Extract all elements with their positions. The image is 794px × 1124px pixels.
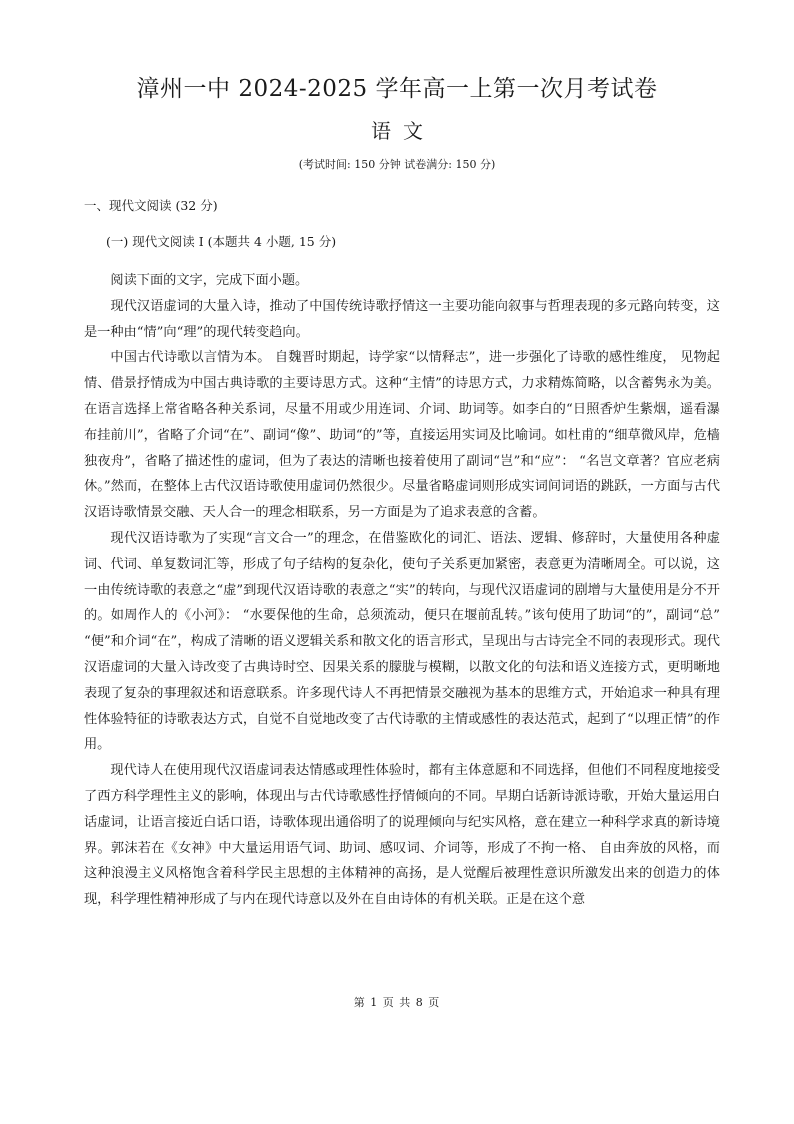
passage-paragraph-3: 现代汉语诗歌为了实现“言文合一”的理念，在借鉴欧化的词汇、语法、逻辑、修辞时，大量使用各种虚词、代词、单复数词汇等，形成了句子结构的复杂化，使句子关系更加紧密，表意更为清晰周全。可以说，这一由传统诗歌的表意之“虚”到现代汉语诗歌的表意之“实”的转向，与现代汉语虚词的剧增与大量使用是分不开的。如周作人的《小河》： “水要保他的生命，总须流动，便只在堰前乱转。”该句使用了助词“的”，副词“总” “便”和介词“在”，构成了清晰的语义逻辑关系和散文化的语言形式，呈现出与古诗完全不同的表现形式。现代汉语虚词的大量入诗改变了古典诗时空、因果关系的朦胧与模糊，以散文化的句法和语义连接方式，更明晰地表现了复杂的事理叙述和语意联系。许多现代诗人不再把情景交融视为基本的思维方式，开始追求一种具有理性体验特征的诗歌表达方式，自觉不自觉地改变了古代诗歌的主情或感性的表达范式，起到了“以理正情”的作用。 — [84, 530, 720, 753]
exam-info: (考试时间: 150 分钟 试卷满分: 150 分) — [298, 158, 496, 171]
section-heading: 一、现代文阅读 (32 分) — [84, 198, 218, 213]
passage-paragraph-1: 现代汉语虚词的大量入诗，推动了中国传统诗歌抒情这一主要功能向叙事与哲理表现的多元路向转变，这是一种由“情”向“理”的现代转变趋向。 — [84, 298, 720, 340]
subject-heading: 语文 — [371, 119, 435, 143]
page-indicator: 第 1 页 共 8 页 — [353, 996, 441, 1009]
passage-paragraph-4: 现代诗人在使用现代汉语虚词表达情感或理性体验时，都有主体意愿和不同选择，但他们不同程度地接受了西方科学理性主义的影响，体现出与古代诗歌感性抒情倾向的不同。早期白话新诗派诗歌，开始大量运用白话虚词，让语言接近白话口语，诗歌体现出通俗明了的说理倾向与纪实风格，意在建立一种科学求真的新诗境界。郭沫若在《女神》中大量运用语气词、助词、感叹词、介词等，形成了不拘一格、 自由奔放的风格，而这种浪漫主义风格饱含着科学民主思想的主体精神的高扬，是人觉醒后被理性意识所激发出来的创造力的体现，科学理性精神形成了与内在现代诗意以及外在自由诗体的有机关联。正是在这个意 — [84, 763, 720, 908]
subsection-heading: (一) 现代文阅读 I (本题共 4 小题, 15 分) — [106, 234, 337, 249]
passage-paragraph-2: 中国古代诗歌以言情为本。 自魏晋时期起，诗学家“以情释志”，进一步强化了诗歌的感性维度， 见物起情、借景抒情成为中国古典诗歌的主要诗思方式。这种“主情”的诗思方式，力求精炼简略，以含蓄隽永为美。在语言选择上常省略各种关系词，尽量不用或少用连词、介词、助词等。如李白的“日照香炉生紫烟，遥看瀑布挂前川”，省略了介词“在”、副词“像”、助词“的”等，直接运用实词及比喻词。如杜甫的“细草微风岸，危樯独夜舟”，省略了描述性的虚词，但为了表达的清晰也接着使用了副词“岂”和“应”： “名岂文章著？官应老病休。”然而，在整体上古代汉语诗歌使用虚词仍然很少。尽量省略虚词则形成实词间词语的跳跃，一方面与古代汉语诗歌情景交融、天人合一的理念相联系，另一方面是为了追求表意的含蓄。 — [84, 350, 720, 521]
exam-title: 漳州一中 2024-2025 学年高一上第一次月考试卷 — [136, 76, 658, 102]
passage-instruction: 阅读下面的文字，完成下面小题。 — [110, 273, 309, 288]
reading-passage — [84, 268, 720, 913]
